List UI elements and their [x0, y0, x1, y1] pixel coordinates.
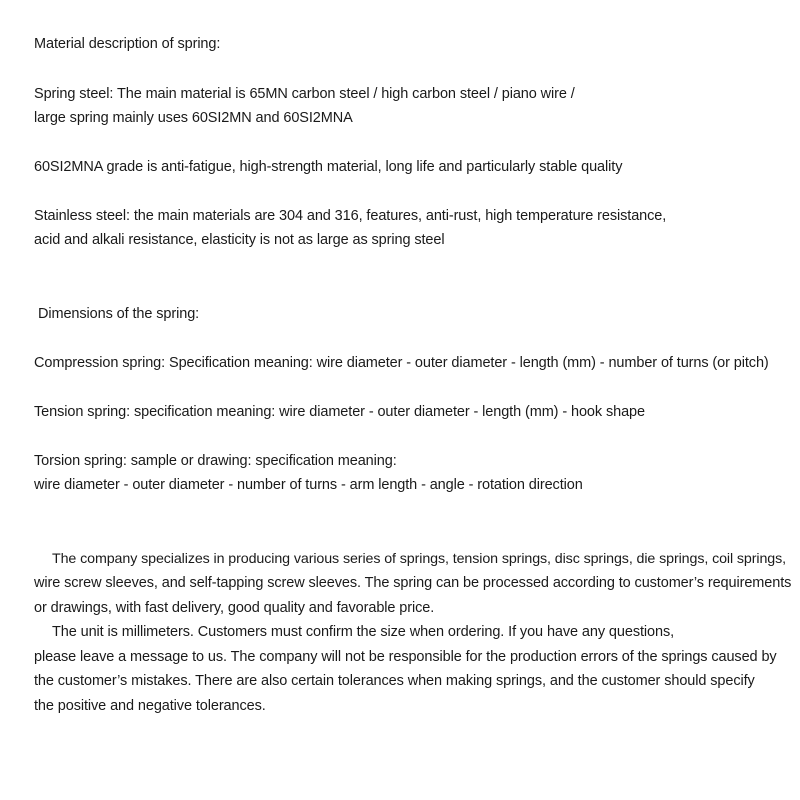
stainless-line-2: acid and alkali resistance, elasticity is not as large as spring steel: [34, 232, 445, 248]
grade-note: 60SI2MNA grade is anti-fatigue, high-strength material, long life and particularly stable quality: [34, 159, 623, 175]
material-heading: Material description of spring:: [34, 36, 221, 52]
company-paragraph-2-line-4: the positive and negative tolerances.: [34, 698, 266, 714]
stainless-line-1: Stainless steel: the main materials are 304 and 316, features, anti-rust, high temperature resistance,: [34, 208, 667, 224]
spring-steel-line-2: large spring mainly uses 60SI2MN and 60SI2MNA: [34, 110, 353, 126]
company-paragraph-1-line-2: wire screw sleeves, and self-tapping screw sleeves. The spring can be processed according to customer’s requirements: [34, 575, 792, 591]
company-paragraph-2-line-1: The unit is millimeters. Customers must confirm the size when ordering. If you have any questions,: [52, 624, 675, 640]
company-paragraph-2-line-2: please leave a message to us. The company will not be responsible for the production errors of the springs caused by: [34, 649, 777, 665]
torsion-spec-line-2: wire diameter - outer diameter - number of turns - arm length - angle - rotation direction: [34, 477, 583, 493]
spring-steel-line-1: Spring steel: The main material is 65MN carbon steel / high carbon steel / piano wire /: [34, 86, 575, 102]
company-paragraph-1-line-3: or drawings, with fast delivery, good quality and favorable price.: [34, 600, 435, 616]
compression-spec: Compression spring: Specification meaning: wire diameter - outer diameter - length (mm) - number of turns (or pitch): [34, 355, 769, 371]
tension-spec: Tension spring: specification meaning: wire diameter - outer diameter - length (mm) - hook shape: [34, 404, 645, 420]
company-paragraph-2-line-3: the customer’s mistakes. There are also certain tolerances when making springs, and the customer should specify: [34, 673, 755, 689]
torsion-spec-line-1: Torsion spring: sample or drawing: specification meaning:: [34, 453, 397, 469]
company-paragraph-1-line-1: The company specializes in producing various series of springs, tension springs, disc springs, die springs, coil springs,: [52, 551, 787, 567]
dimensions-heading: Dimensions of the spring:: [38, 306, 200, 322]
